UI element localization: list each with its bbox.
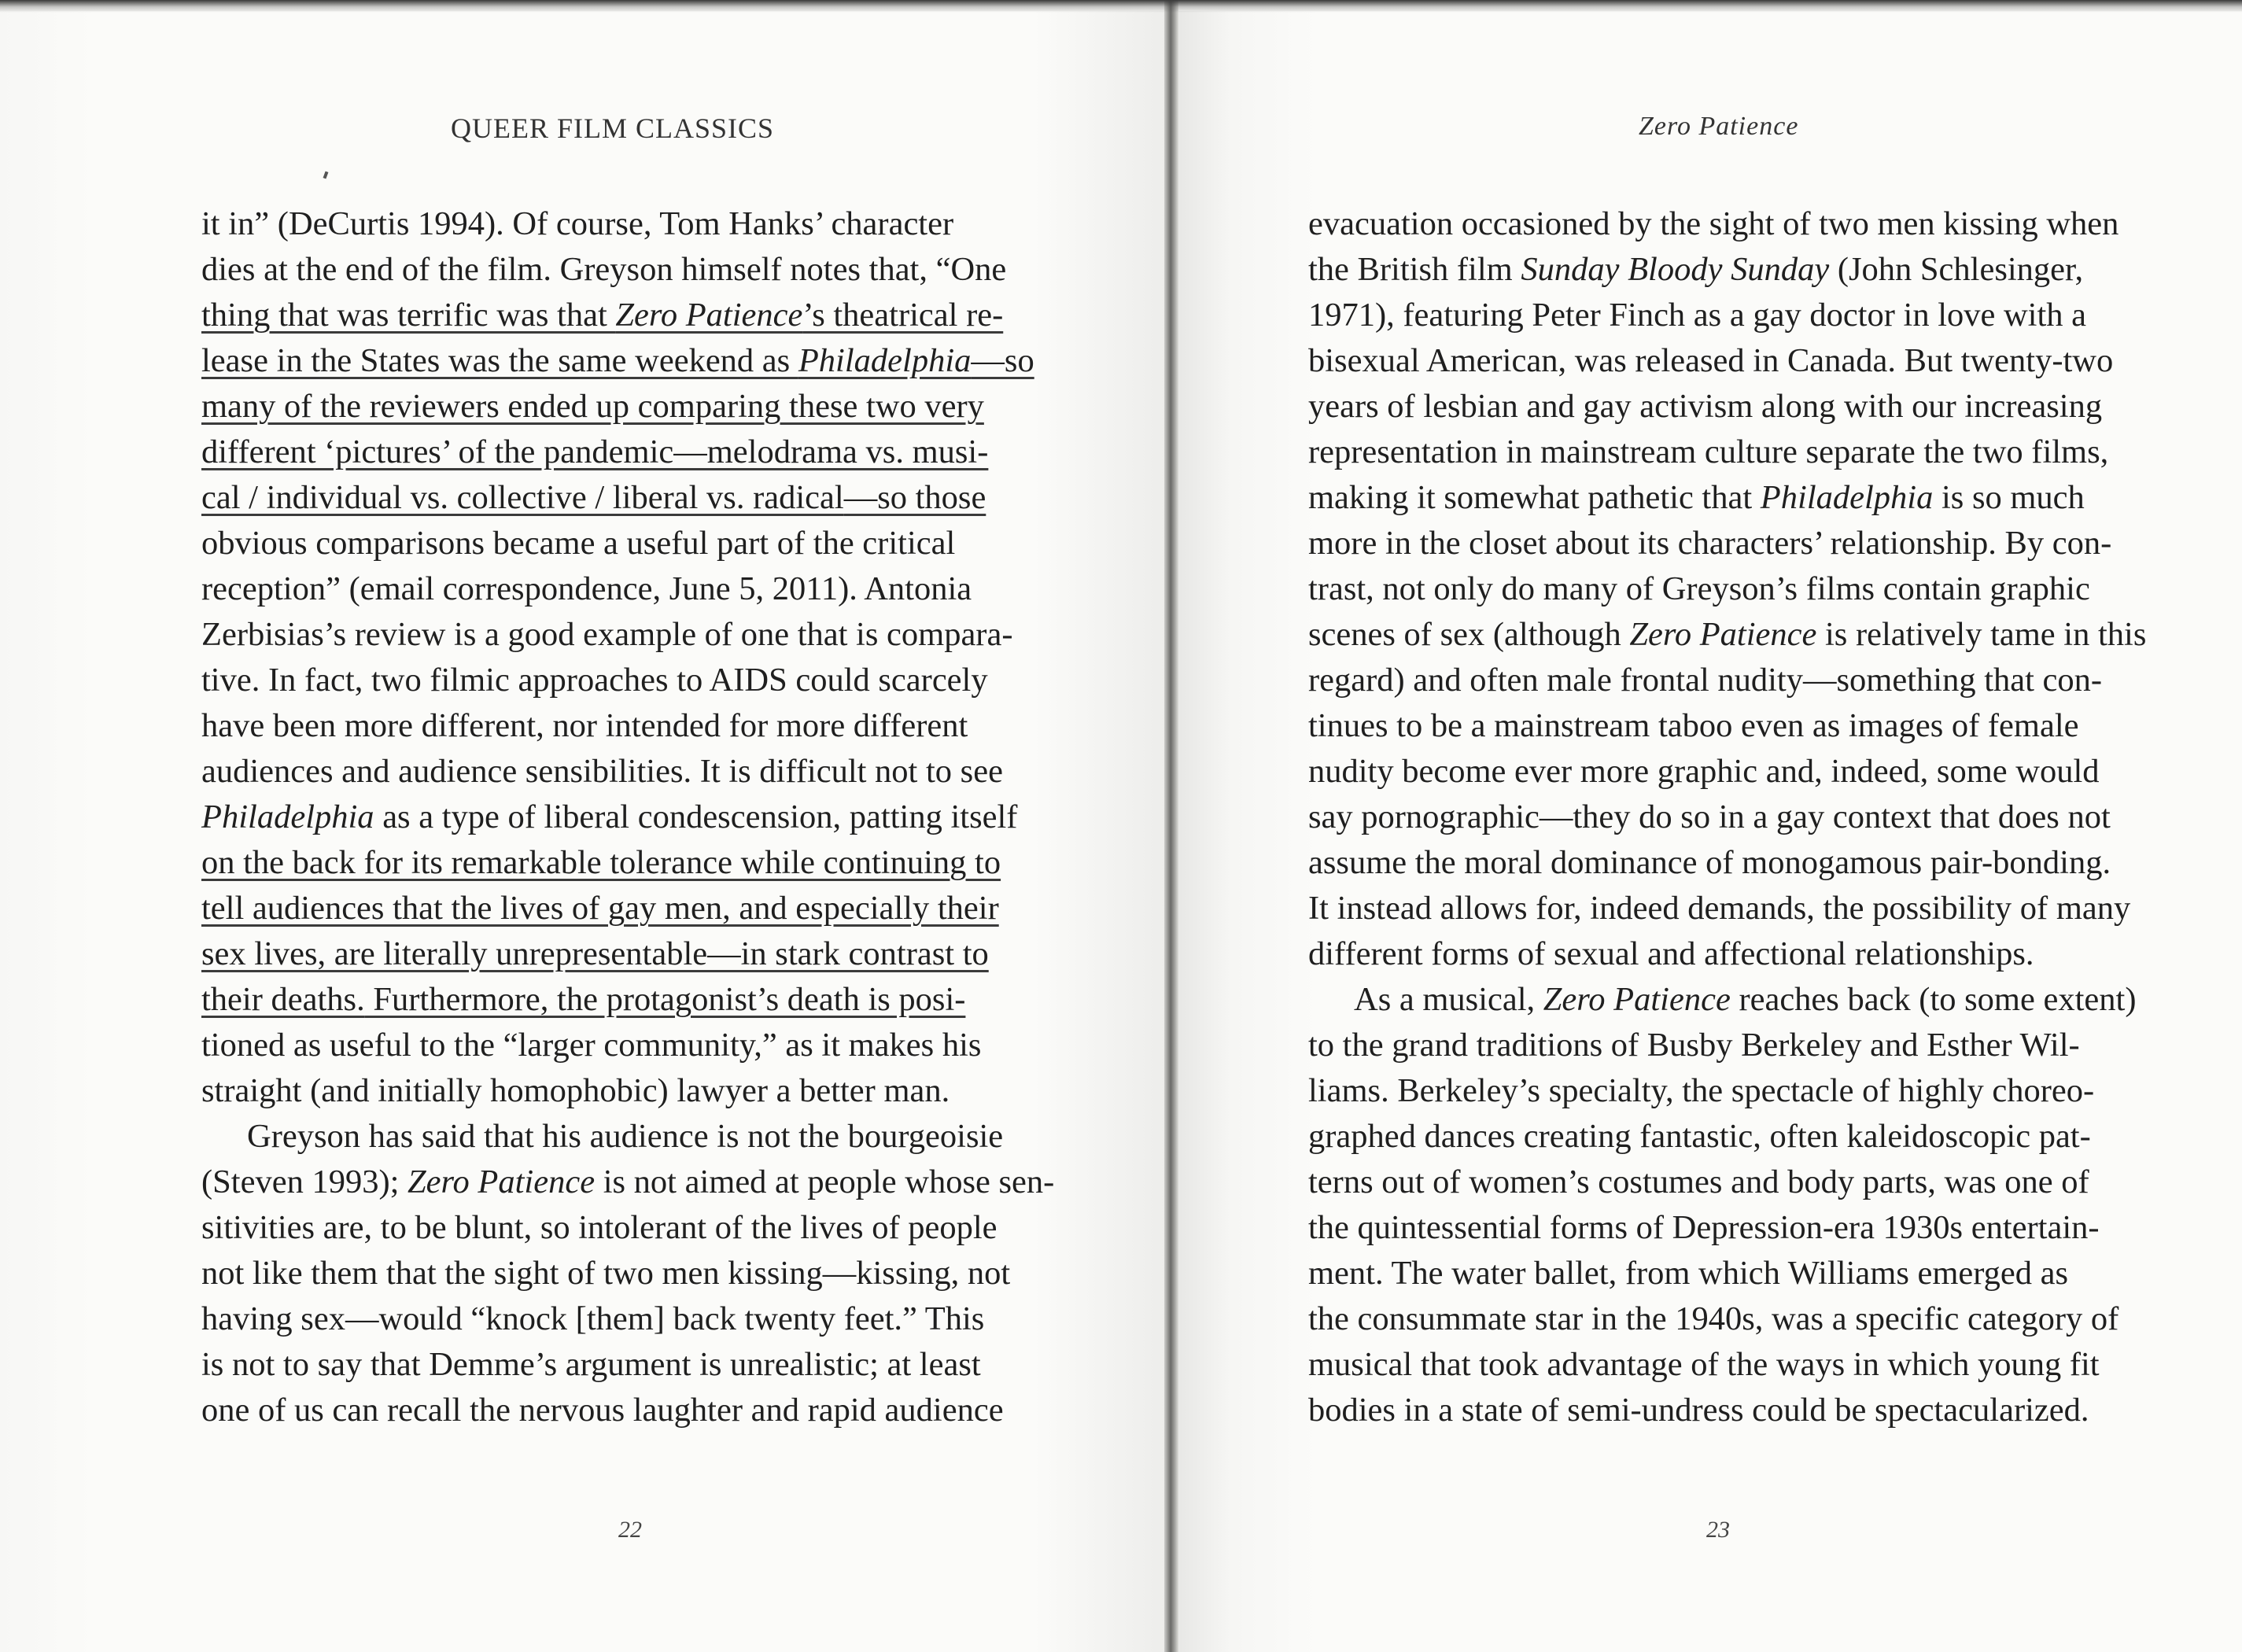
text-line bbox=[201, 247, 1035, 293]
text-line bbox=[1308, 1388, 2103, 1433]
text-run: liams. Berkeley’s specialty, the spectacle of highly choreo- bbox=[1308, 1072, 2095, 1109]
text-run: the quintessential forms of Depression-era 1930s entertain- bbox=[1308, 1209, 2100, 1246]
text-line bbox=[201, 384, 1035, 430]
left-page-number: 22 bbox=[618, 1517, 642, 1543]
text-line bbox=[201, 658, 1035, 703]
text-line bbox=[201, 703, 1035, 749]
text-run: scenes of sex (although bbox=[1308, 616, 1630, 653]
text-run: Zerbisias’s review is a good example of one that is compara- bbox=[201, 616, 1013, 653]
text-run: ’s theatrical re- bbox=[802, 297, 1004, 334]
text-line bbox=[1308, 1251, 2103, 1296]
text-run: Furthermore, the protagonist’s death is posi- bbox=[364, 981, 966, 1018]
text-line bbox=[1308, 886, 2131, 931]
text-run: ment. The water ballet, from which Williams emerged as bbox=[1308, 1255, 2069, 1292]
italic-title: Zero Patience bbox=[615, 297, 803, 334]
book-gutter bbox=[1164, 0, 1178, 1652]
text-line bbox=[1308, 384, 2103, 430]
text-run: making it somewhat pathetic that bbox=[1308, 479, 1761, 516]
text-line bbox=[201, 1388, 1035, 1433]
text-run: tinues to be a mainstream taboo even as images of female bbox=[1308, 707, 2079, 744]
text-line bbox=[1308, 931, 2103, 977]
text-run: is relatively tame in this bbox=[1816, 616, 2147, 653]
text-line bbox=[1308, 247, 2103, 293]
text-line bbox=[1308, 1068, 2103, 1114]
text-line bbox=[1308, 1160, 2103, 1205]
text-run: is so much bbox=[1933, 479, 2085, 516]
text-run: cal / individual vs. collective / liberal vs. radical bbox=[201, 479, 844, 516]
text-run: 1971), featuring Peter Finch as a gay doctor in love with a bbox=[1308, 297, 2087, 334]
text-line bbox=[201, 749, 1035, 795]
text-run: the British film bbox=[1308, 251, 1521, 288]
text-run: assume the moral dominance of monogamous pair-bonding. bbox=[1308, 844, 2111, 881]
text-line bbox=[201, 840, 1035, 886]
text-run: —so those bbox=[843, 479, 986, 516]
text-run: more in the closet about its characters’ relationship. By con- bbox=[1308, 525, 2112, 562]
text-line bbox=[201, 1023, 1035, 1068]
text-run: It instead allows for, indeed demands, the possibility of many bbox=[1308, 890, 2131, 927]
text-run: to the grand traditions of Busby Berkeley and Esther Wil- bbox=[1308, 1027, 2080, 1064]
scan-edge-shadow bbox=[0, 0, 2242, 13]
text-line bbox=[1308, 703, 2103, 749]
text-line bbox=[201, 430, 1035, 475]
text-run: as a type of liberal condescension, patting itself bbox=[374, 798, 1018, 835]
text-line bbox=[1308, 475, 2103, 521]
text-line bbox=[201, 1114, 1035, 1160]
right-page-number: 23 bbox=[1706, 1517, 1730, 1543]
text-run: their deaths. bbox=[201, 981, 365, 1018]
text-run: trast, not only do many of Greyson’s films contain graphic bbox=[1308, 570, 2090, 607]
text-line bbox=[1308, 749, 2103, 795]
text-line bbox=[1308, 521, 2112, 566]
italic-title: Sunday Bloody Sunday bbox=[1521, 251, 1830, 288]
text-run: obvious comparisons became a useful part of the critical bbox=[201, 525, 956, 562]
text-run: musical that took advantage of the ways in which young fit bbox=[1308, 1346, 2100, 1383]
text-run: nudity become ever more graphic and, indeed, some would bbox=[1308, 753, 2100, 790]
text-line bbox=[1308, 612, 2147, 658]
text-run: bodies in a state of semi-undress could be spectacularized. bbox=[1308, 1392, 2089, 1429]
text-line bbox=[1308, 1296, 2119, 1342]
text-run: is not to say that Demme’s argument is unrealistic; at least bbox=[201, 1346, 981, 1383]
text-line bbox=[201, 521, 1035, 566]
text-run: dies at the end of the film. Greyson himself notes that, “One bbox=[201, 251, 1007, 288]
text-line bbox=[1308, 430, 2109, 475]
text-run: sitivities are, to be blunt, so intolerant of the lives of people bbox=[201, 1209, 997, 1246]
text-run: is not aimed at people whose sen- bbox=[595, 1163, 1055, 1200]
text-run: the consummate star in the 1940s, was a specific category of bbox=[1308, 1300, 2119, 1337]
text-run: tioned as useful to the “larger community,” as it makes his bbox=[201, 1027, 982, 1064]
text-run: representation in mainstream culture separate the two films, bbox=[1308, 433, 2109, 470]
text-run: different ‘pictures’ of the pandemic—melodrama vs. musi- bbox=[201, 433, 989, 470]
text-run: tell audiences that the lives of gay men, and especially their bbox=[201, 890, 999, 927]
text-line bbox=[1308, 795, 2111, 840]
text-run: regard) and often male frontal nudity—something that con- bbox=[1308, 662, 2103, 699]
text-line bbox=[201, 1296, 1035, 1342]
text-line bbox=[1308, 1114, 2103, 1160]
text-line bbox=[201, 1251, 1035, 1296]
text-line bbox=[1308, 658, 2103, 703]
text-line bbox=[201, 475, 1035, 521]
left-running-head: QUEER FILM CLASSICS bbox=[451, 112, 775, 144]
text-run: audiences and audience sensibilities. It is difficult not to see bbox=[201, 753, 1003, 790]
text-run: many of the reviewers ended up comparing these two very bbox=[201, 388, 984, 425]
text-line bbox=[1308, 293, 2103, 338]
text-line bbox=[201, 201, 1035, 247]
right-running-head: Zero Patience bbox=[1639, 112, 1799, 141]
text-run: on the back for its remarkable tolerance while continuing to bbox=[201, 844, 1001, 881]
text-line bbox=[1308, 1205, 2103, 1251]
text-run: have been more different, nor intended for more different bbox=[201, 707, 968, 744]
text-run: (Steven 1993); bbox=[201, 1163, 408, 1200]
text-run: evacuation occasioned by the sight of two men kissing when bbox=[1308, 205, 2119, 242]
italic-title: Philadelphia bbox=[201, 798, 374, 835]
text-run: tive. In fact, two filmic approaches to AIDS could scarcely bbox=[201, 662, 988, 699]
text-line bbox=[201, 612, 1035, 658]
text-line bbox=[1308, 566, 2103, 612]
italic-title: Philadelphia bbox=[798, 342, 972, 379]
text-run: Greyson has said that his audience is not the bourgeoisie bbox=[247, 1118, 1004, 1155]
text-run: lease in the States was the same weekend as bbox=[201, 342, 798, 379]
text-line bbox=[1308, 201, 2119, 247]
left-body-text bbox=[201, 201, 1055, 1433]
text-line bbox=[1308, 1023, 2103, 1068]
italic-title: Zero Patience bbox=[1543, 981, 1731, 1018]
italic-title: Zero Patience bbox=[1629, 616, 1817, 653]
text-run: it in” (DeCurtis 1994). Of course, Tom Hanks’ character bbox=[201, 205, 954, 242]
text-line bbox=[201, 886, 1035, 931]
italic-title: Zero Patience bbox=[407, 1163, 596, 1200]
text-run: different forms of sexual and affectional relationships. bbox=[1308, 935, 2034, 972]
text-line bbox=[201, 1205, 1035, 1251]
text-run: As a musical, bbox=[1354, 981, 1543, 1018]
text-run: reaches back (to some extent) bbox=[1730, 981, 2137, 1018]
text-line bbox=[1308, 840, 2111, 886]
text-line bbox=[201, 1160, 1055, 1205]
text-run: one of us can recall the nervous laughter and rapid audience bbox=[201, 1392, 1004, 1429]
italic-title: Philadelphia bbox=[1760, 479, 1934, 516]
text-run: years of lesbian and gay activism along with our increasing bbox=[1308, 388, 2103, 425]
text-run: (John Schlesinger, bbox=[1829, 251, 2084, 288]
text-run: straight (and initially homophobic) lawyer a better man. bbox=[201, 1072, 950, 1109]
text-run: not like them that the sight of two men kissing—kissing, not bbox=[201, 1255, 1011, 1292]
text-line bbox=[201, 293, 1035, 338]
text-line bbox=[201, 795, 1035, 840]
text-run: having sex—would “knock [them] back twenty feet.” This bbox=[201, 1300, 985, 1337]
text-line bbox=[201, 338, 1035, 384]
text-line bbox=[1308, 338, 2114, 384]
text-run: thing that was terrific was that bbox=[201, 297, 616, 334]
text-line bbox=[201, 977, 1035, 1023]
text-run: graphed dances creating fantastic, often kaleidoscopic pat- bbox=[1308, 1118, 2091, 1155]
text-line bbox=[201, 1342, 1035, 1388]
text-run: reception” (email correspondence, June 5, 2011). Antonia bbox=[201, 570, 972, 607]
text-line bbox=[201, 1068, 1035, 1114]
text-run: terns out of women’s costumes and body parts, was one of bbox=[1308, 1163, 2089, 1200]
right-body-text bbox=[1308, 201, 2147, 1433]
text-line bbox=[1308, 977, 2137, 1023]
text-line bbox=[201, 566, 1035, 612]
text-run: —so bbox=[971, 342, 1034, 379]
text-run: sex lives, are literally unrepresentable—in stark contrast to bbox=[201, 935, 989, 972]
text-line bbox=[201, 931, 1035, 977]
text-line bbox=[1308, 1342, 2103, 1388]
text-run: say pornographic—they do so in a gay context that does not bbox=[1308, 798, 2111, 835]
text-run: bisexual American, was released in Canada. But twenty-two bbox=[1308, 342, 2114, 379]
